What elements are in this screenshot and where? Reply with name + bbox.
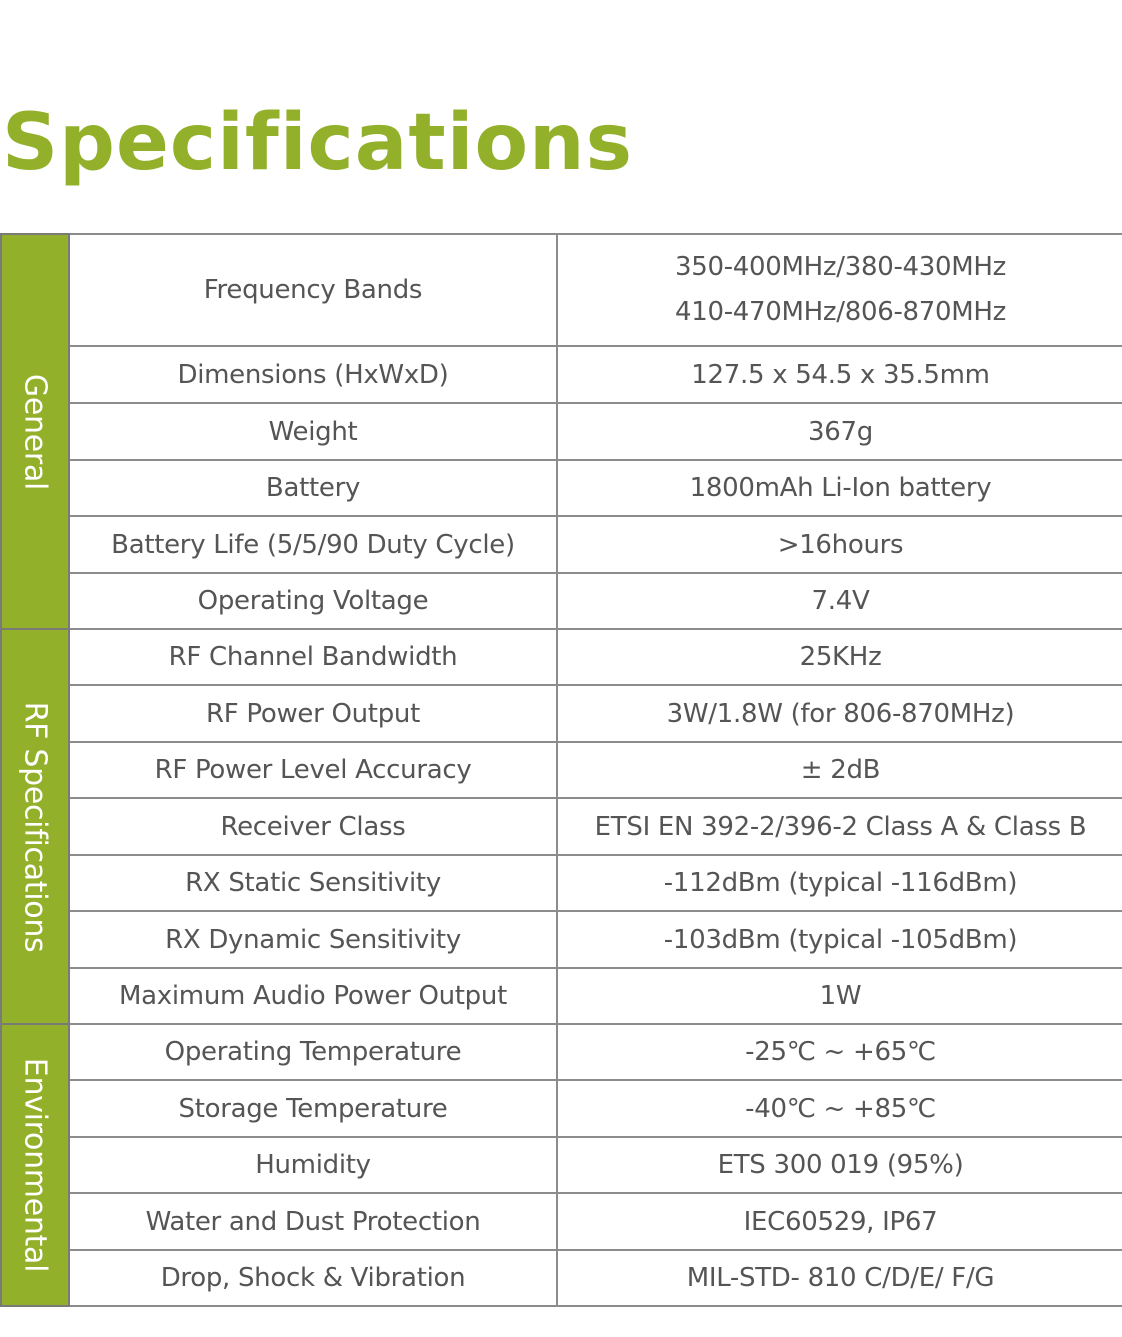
table-row [1,798,1122,855]
spec-value: 7.4V [557,573,1122,629]
table-row [1,1080,1122,1137]
spec-name: Operating Voltage [69,573,557,629]
spec-value: IEC60529, IP67 [557,1193,1122,1250]
spec-value: >16hours [557,516,1122,573]
group-label: Environmental [17,1057,53,1273]
spec-value: -112dBm (typical -116dBm) [557,855,1122,911]
spec-value: 1800mAh Li-Ion battery [557,460,1122,516]
table-row [1,911,1122,968]
spec-value: ETSI EN 392-2/396-2 Class A & Class B [557,798,1122,855]
spec-value: 25KHz [557,629,1122,685]
spec-value: 1W [557,968,1122,1024]
table-row [1,1024,1122,1080]
spec-name: RX Static Sensitivity [69,855,557,911]
spec-name: RX Dynamic Sensitivity [69,911,557,968]
spec-name: Dimensions (HxWxD) [69,346,557,403]
table-row [1,742,1122,798]
group-environmental [1,1024,69,1306]
table-row [1,1137,1122,1193]
spec-name: RF Channel Bandwidth [69,629,557,685]
spec-value: ± 2dB [557,742,1122,798]
spec-name: RF Power Level Accuracy [69,742,557,798]
table-row [1,855,1122,911]
table-row [1,629,1122,685]
spec-name: Humidity [69,1137,557,1193]
spec-value: ETS 300 019 (95%) [557,1137,1122,1193]
spec-table [0,233,1122,1307]
table-row [1,516,1122,573]
group-general [1,234,69,629]
spec-value: 3W/1.8W (for 806-870MHz) [557,685,1122,742]
table-row [1,573,1122,629]
spec-value-line: 350-400MHz/380-430MHz [675,252,1006,282]
spec-value-line: 410-470MHz/806-870MHz [675,297,1006,327]
table-row [1,685,1122,742]
spec-name: Water and Dust Protection [69,1193,557,1250]
spec-name: Weight [69,403,557,460]
table-row [1,1250,1122,1306]
group-label: RF Specifications [17,701,53,952]
spec-name: RF Power Output [69,685,557,742]
spec-name: Drop, Shock & Vibration [69,1250,557,1306]
table-row [1,346,1122,403]
table-row [1,1193,1122,1250]
spec-value: -40℃ ~ +85℃ [557,1080,1122,1137]
spec-name: Battery Life (5/5/90 Duty Cycle) [69,516,557,573]
page-title: Specifications [2,98,633,188]
table-row [1,460,1122,516]
spec-name: Maximum Audio Power Output [69,968,557,1024]
group-rf-specifications [1,629,69,1024]
spec-name: Storage Temperature [69,1080,557,1137]
spec-value: 367g [557,403,1122,460]
spec-name: Operating Temperature [69,1024,557,1080]
spec-name: Receiver Class [69,798,557,855]
spec-value: MIL-STD- 810 C/D/E/ F/G [557,1250,1122,1306]
table-row [1,234,1122,346]
spec-value: 127.5 x 54.5 x 35.5mm [557,346,1122,403]
spec-value: -25℃ ~ +65℃ [557,1024,1122,1080]
spec-value [557,234,1122,346]
spec-value: -103dBm (typical -105dBm) [557,911,1122,968]
spec-name: Battery [69,460,557,516]
group-label: General [17,373,53,490]
table-row [1,968,1122,1024]
spec-name: Frequency Bands [69,234,557,346]
table-row [1,403,1122,460]
